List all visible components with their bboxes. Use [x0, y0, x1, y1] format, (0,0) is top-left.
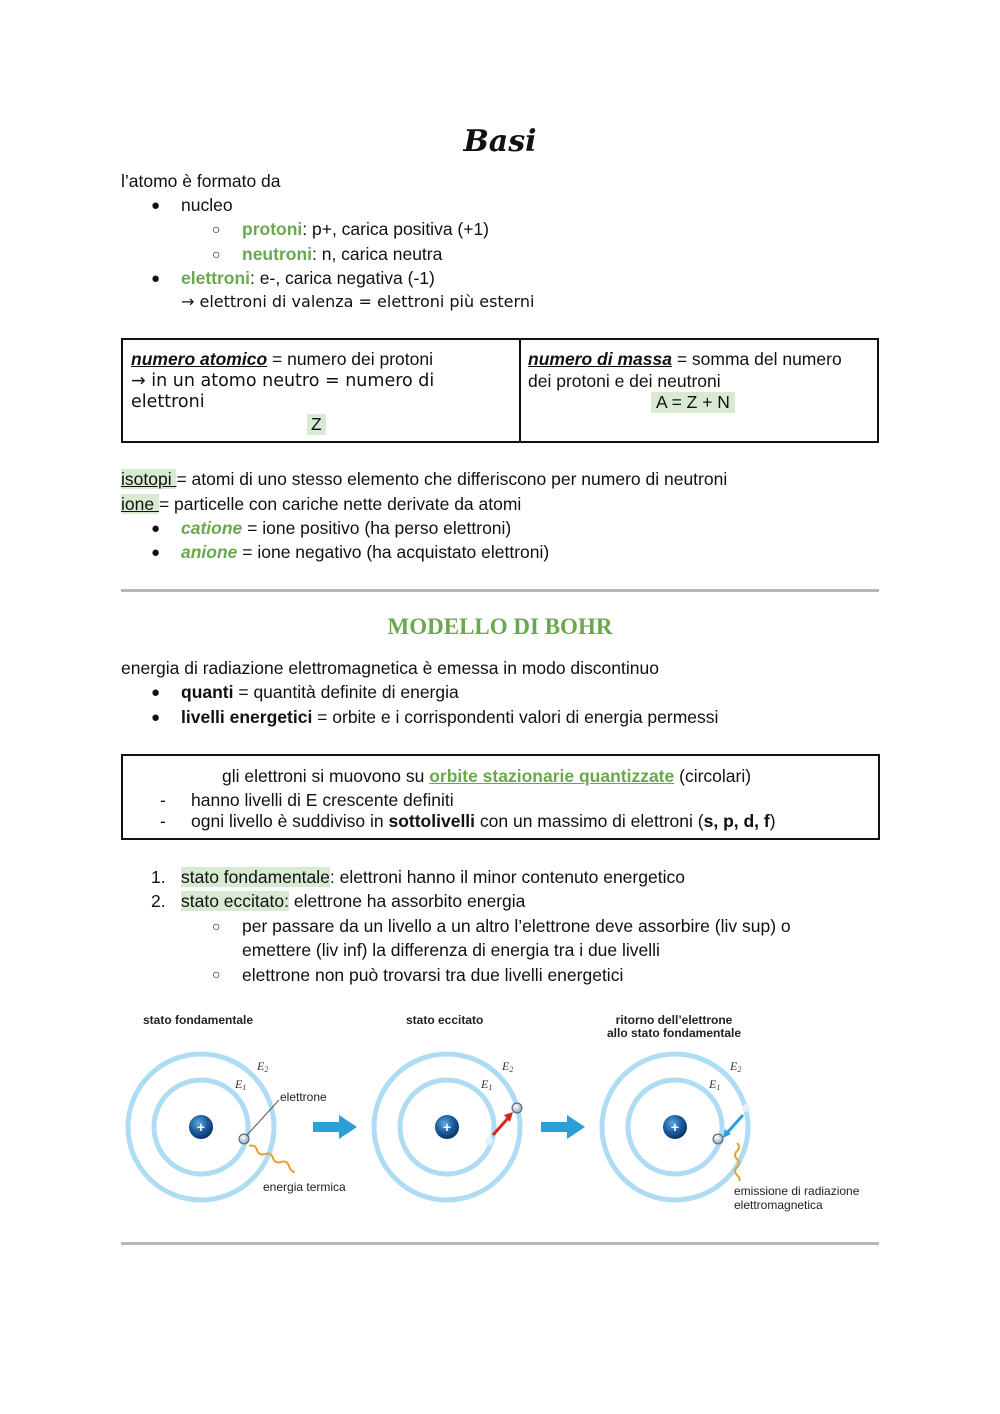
atomic-number-line3: elettroni	[131, 392, 205, 412]
label-emission-2: elettromagnetica	[734, 1198, 823, 1212]
mass-number-def	[528, 349, 842, 370]
circle-bullet-icon: ○	[212, 918, 221, 934]
emission-arrow-icon	[727, 1115, 743, 1133]
list-item-nucleus: nucleo	[181, 195, 233, 215]
ion-term: ione	[121, 494, 159, 514]
page-title: Basi	[463, 124, 537, 159]
atom-panel-return	[602, 1054, 860, 1212]
item2-post: )	[769, 811, 776, 831]
orbits-link[interactable]: orbite stazionarie quantizzate	[429, 766, 675, 786]
label-e1: E1	[481, 1077, 493, 1092]
ground-state-term: stato fondamentale	[181, 867, 330, 887]
bullet-icon: ●	[151, 270, 161, 287]
mass-number-term: numero di massa	[528, 349, 672, 369]
electron-icon	[239, 1134, 249, 1144]
panel3-title-2: allo stato fondamentale	[606, 1026, 742, 1040]
arrow-right-icon	[541, 1115, 585, 1139]
panel3-title-1: ritorno dell’elettrone	[615, 1013, 733, 1027]
atom-panel-excited	[374, 1054, 522, 1200]
bullet-icon: ●	[151, 197, 161, 214]
quanta-term: quanti	[181, 682, 234, 702]
bullet-icon: ●	[151, 544, 161, 561]
orbits-pre: gli elettroni si muovono su	[222, 766, 430, 786]
list-item-quanta	[181, 682, 459, 703]
label-e2: E2	[257, 1059, 269, 1074]
atomic-number-term: numero atomico	[131, 349, 268, 369]
protons-desc: : p+, carica positiva (+1)	[302, 219, 490, 239]
electron-icon	[713, 1134, 723, 1144]
bohr-intro: energia di radiazione elettromagnetica è emessa in modo discontinuo	[121, 658, 659, 678]
neutrons-desc: : n, carica neutra	[312, 244, 443, 264]
intro-text: l’atomo è formato da	[121, 171, 281, 191]
electron-icon	[512, 1103, 522, 1113]
circle-bullet-icon: ○	[212, 221, 221, 237]
bohr-figure	[121, 1005, 881, 1220]
divider	[121, 1242, 879, 1245]
valence-note: → elettroni di valenza = elettroni più esterni	[181, 292, 535, 311]
quanta-desc: = quantità definite di energia	[233, 682, 459, 702]
orbits-box-line1	[222, 766, 751, 787]
isotopes-term: isotopi	[121, 469, 177, 489]
ion-def	[121, 494, 521, 515]
isotopes-def	[121, 469, 727, 490]
excited-state-term: stato eccitato:	[181, 891, 289, 911]
label-thermal: energia termica	[263, 1180, 346, 1194]
orbits-box-item2	[191, 811, 776, 832]
plus-icon: +	[196, 1119, 206, 1135]
item2-letters: s, p, d, f	[703, 811, 770, 831]
anion-term: anione	[181, 542, 238, 562]
atomic-number-def	[131, 349, 433, 370]
list-item-excited-state	[181, 891, 525, 912]
plus-icon: +	[670, 1119, 680, 1135]
list-item-protons	[242, 219, 489, 240]
label-emission-1: emissione di radiazione	[734, 1184, 860, 1198]
divider	[121, 589, 879, 592]
cation-desc: = ione positivo (ha perso elettroni)	[242, 518, 512, 538]
dash-bullet: -	[160, 790, 166, 810]
label-e1: E1	[235, 1077, 247, 1092]
levels-term: livelli energetici	[181, 707, 313, 727]
ion-desc: = particelle con cariche nette derivate da atomi	[158, 494, 522, 514]
circle-bullet-icon: ○	[212, 246, 221, 262]
sub-item-transition-1: per passare da un livello a un altro l’elettrone deve assorbire (liv sup) o	[242, 916, 791, 936]
label-e2: E2	[730, 1059, 742, 1074]
list-number: 2.	[151, 891, 166, 911]
bullet-icon: ●	[151, 520, 161, 537]
excited-state-desc: elettrone ha assorbito energia	[288, 891, 526, 911]
list-item-cation	[181, 518, 511, 539]
list-item-electrons	[181, 268, 435, 289]
mass-number-desc: = somma del numero	[671, 349, 842, 369]
item2-pre: ogni livello è suddiviso in	[191, 811, 389, 831]
section-heading: MODELLO DI BOHR	[387, 614, 613, 639]
bullet-icon: ●	[151, 709, 161, 726]
list-item-neutrons	[242, 244, 442, 265]
electrons-desc: : e-, carica negativa (-1)	[250, 268, 435, 288]
mass-number-formula: A = Z + N	[651, 392, 735, 413]
cation-term: catione	[181, 518, 243, 538]
arrow-right-icon	[313, 1115, 357, 1139]
protons-term: protoni	[242, 219, 303, 239]
list-item-anion	[181, 542, 549, 563]
neutrons-term: neutroni	[242, 244, 312, 264]
atomic-number-desc: = numero dei protoni	[267, 349, 434, 369]
ghost-electron-icon	[485, 1137, 493, 1145]
panel2-title: stato eccitato	[406, 1013, 484, 1027]
dash-bullet: -	[160, 811, 166, 831]
item2-bold: sottolivelli	[388, 811, 476, 831]
list-item-levels	[181, 707, 718, 728]
sub-item-transition-2: emettere (liv inf) la differenza di energia tra i due livelli	[242, 940, 660, 960]
anion-desc: = ione negativo (ha acquistato elettroni)	[237, 542, 550, 562]
sub-item-no-intermediate: elettrone non può trovarsi tra due livelli energetici	[242, 965, 624, 985]
electrons-term: elettroni	[181, 268, 251, 288]
atomic-number-line2: → in un atomo neutro = numero di	[131, 371, 435, 391]
mass-number-line2: dei protoni e dei neutroni	[528, 371, 721, 391]
table-divider	[519, 340, 521, 441]
plus-icon: +	[442, 1119, 452, 1135]
label-e1: E1	[709, 1077, 721, 1092]
label-e2: E2	[502, 1059, 514, 1074]
atomic-number-symbol: Z	[307, 414, 326, 435]
list-item-ground-state	[181, 867, 685, 888]
orbits-box-item1: hanno livelli di E crescente definiti	[191, 790, 454, 810]
ghost-electron-icon	[742, 1104, 750, 1112]
bullet-icon: ●	[151, 684, 161, 701]
label-electron: elettrone	[280, 1090, 327, 1104]
orbits-post: (circolari)	[674, 766, 752, 786]
panel1-title: stato fondamentale	[143, 1013, 254, 1027]
item2-mid: con un massimo di elettroni (	[475, 811, 704, 831]
circle-bullet-icon: ○	[212, 966, 221, 982]
list-number: 1.	[151, 867, 166, 887]
isotopes-desc: = atomi di uno stesso elemento che differiscono per numero di neutroni	[176, 469, 728, 489]
ground-state-desc: : elettroni hanno il minor contenuto energetico	[329, 867, 685, 887]
levels-desc: = orbite e i corrispondenti valori di energia permessi	[312, 707, 719, 727]
